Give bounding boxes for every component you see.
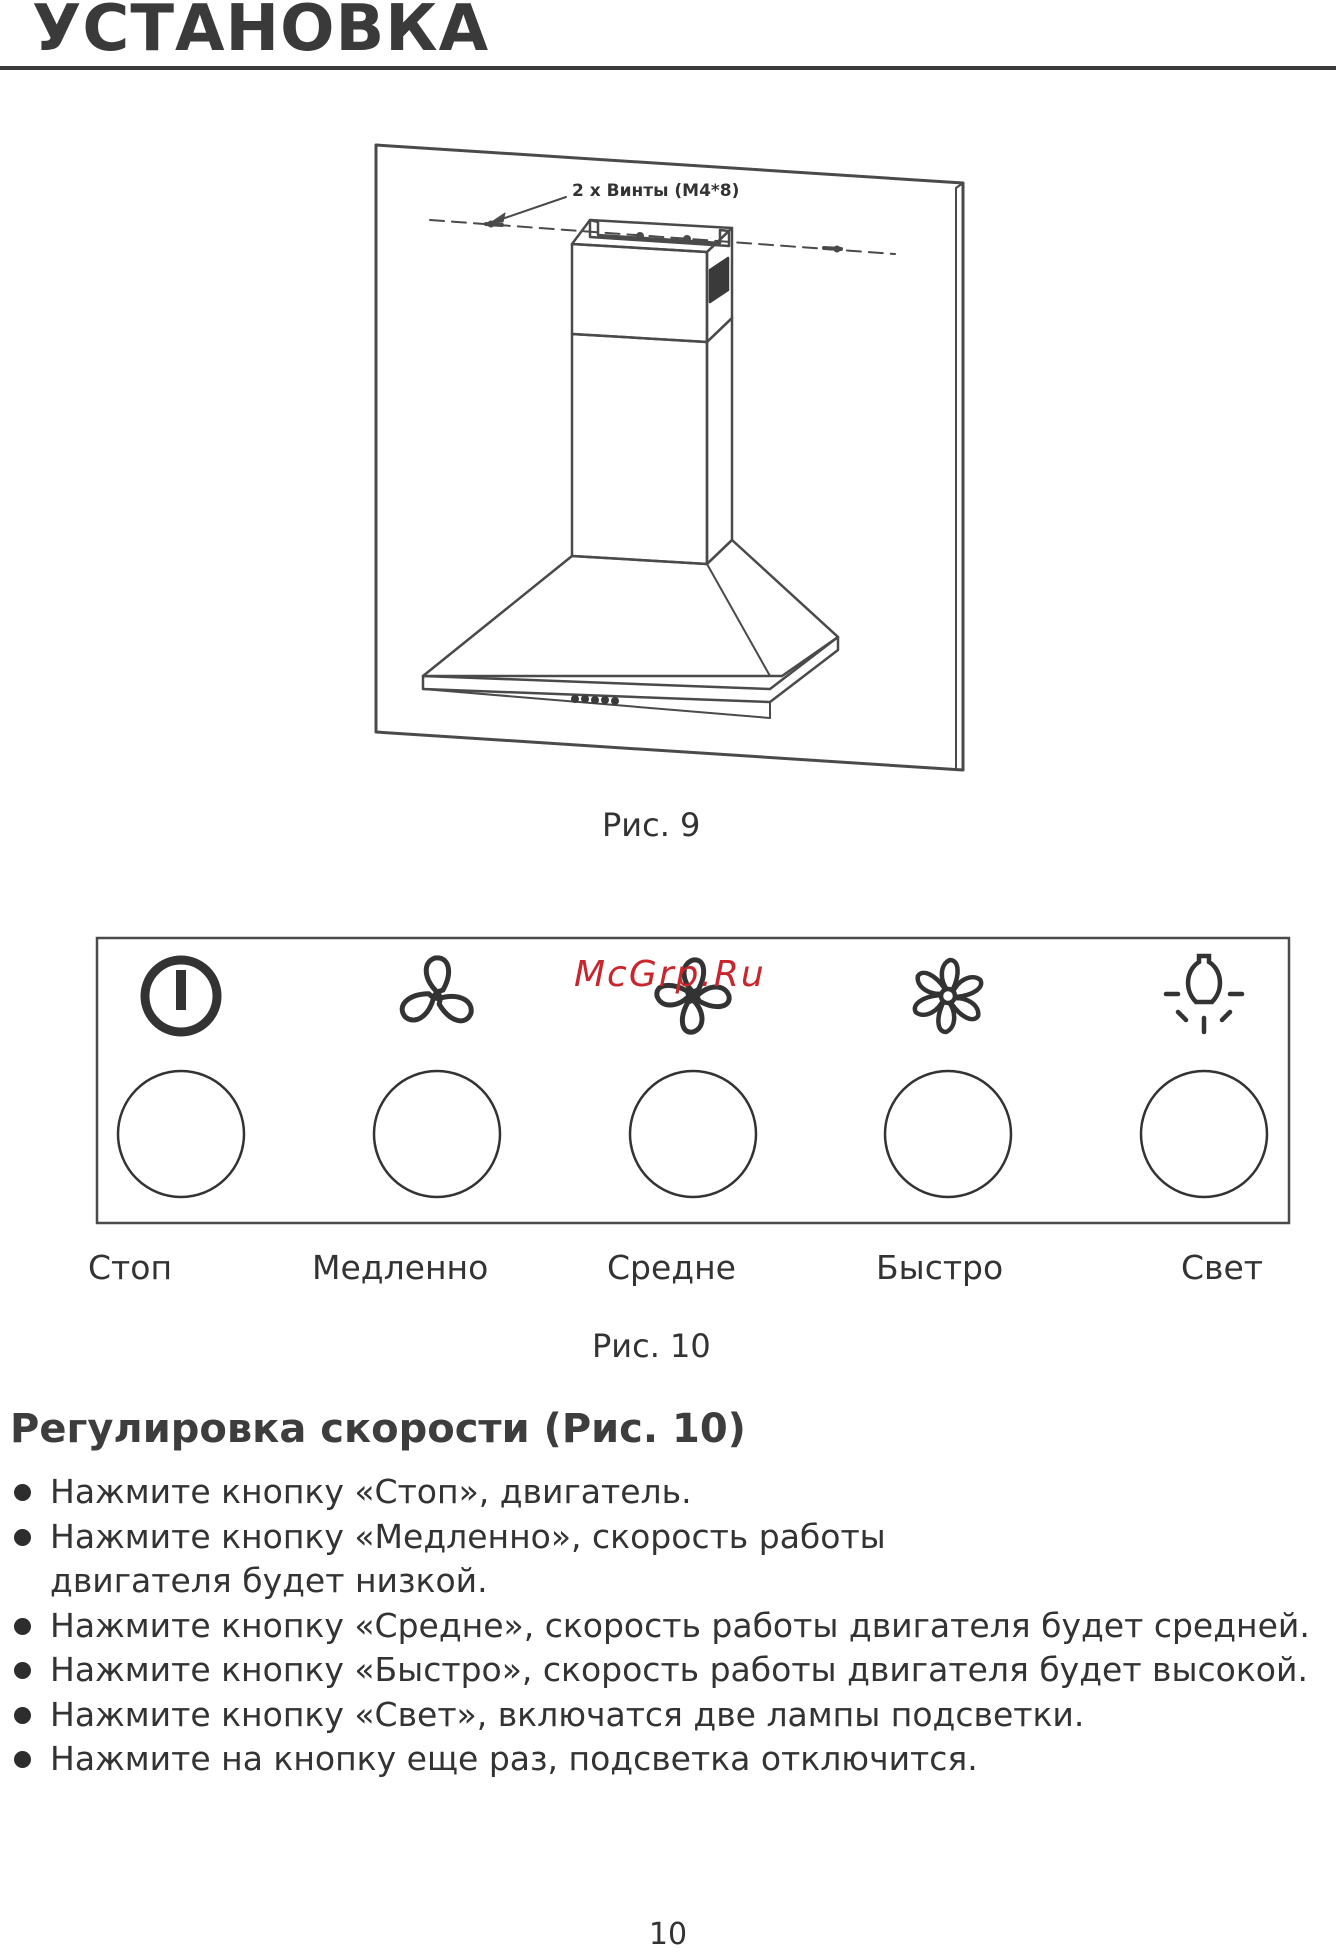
fast-button[interactable] [885, 1071, 1011, 1197]
medium-button[interactable] [630, 1071, 756, 1197]
list-item: Нажмите кнопку «Свет», включатся две лампы подсветки. [10, 1693, 1310, 1738]
screw-label: 2 x Винты (M4*8) [572, 181, 740, 201]
bullet-icon [14, 1484, 31, 1501]
bullet-icon [14, 1618, 31, 1635]
hood-rim [423, 637, 838, 718]
light-label: Свет [1181, 1248, 1264, 1287]
slow-button[interactable] [374, 1071, 500, 1197]
figure-9-drawing [376, 145, 963, 770]
fan-3-blade-icon [398, 958, 475, 1025]
list-item: Нажмите кнопку «Быстро», скорость работы двигателя будет высокой. [10, 1648, 1310, 1693]
figure-10-caption: Рис. 10 [592, 1327, 711, 1365]
bullet-icon [14, 1662, 31, 1679]
vent-grille [710, 258, 728, 302]
fast-label: Быстро [876, 1248, 1004, 1287]
bullet-icon [14, 1751, 31, 1768]
lower-chimney [572, 318, 732, 564]
watermark: McGrp.Ru [574, 954, 766, 995]
bullet-icon [14, 1707, 31, 1724]
figure-9-caption: Рис. 9 [602, 806, 701, 844]
bullet-icon [14, 1529, 31, 1546]
screw-right-icon [824, 246, 841, 252]
power-icon [145, 960, 217, 1032]
stop-label: Стоп [88, 1248, 173, 1287]
instruction-list [10, 1470, 1310, 1782]
section-heading: Регулировка скорости (Рис. 10) [10, 1406, 746, 1452]
hood-canopy [423, 540, 838, 676]
slow-label: Медленно [312, 1248, 489, 1287]
list-item: Нажмите кнопку «Средне», скорость работы двигателя будет средней. [10, 1604, 1310, 1649]
light-button[interactable] [1141, 1071, 1267, 1197]
light-bulb-icon [1166, 956, 1242, 1032]
page-title: УСТАНОВКА [32, 0, 490, 66]
list-item: Нажмите на кнопку еще раз, подсветка отключится. [10, 1737, 1310, 1782]
stop-button[interactable] [118, 1071, 244, 1197]
screw-leader [490, 197, 566, 223]
fan-6-blade-icon [912, 960, 984, 1032]
medium-label: Средне [607, 1248, 736, 1287]
page-number: 10 [648, 1917, 688, 1952]
list-item: Нажмите кнопку «Медленно», скорость работы двигателя будет низкой. [10, 1515, 1310, 1604]
list-item: Нажмите кнопку «Стоп», двигатель. [10, 1470, 1310, 1515]
